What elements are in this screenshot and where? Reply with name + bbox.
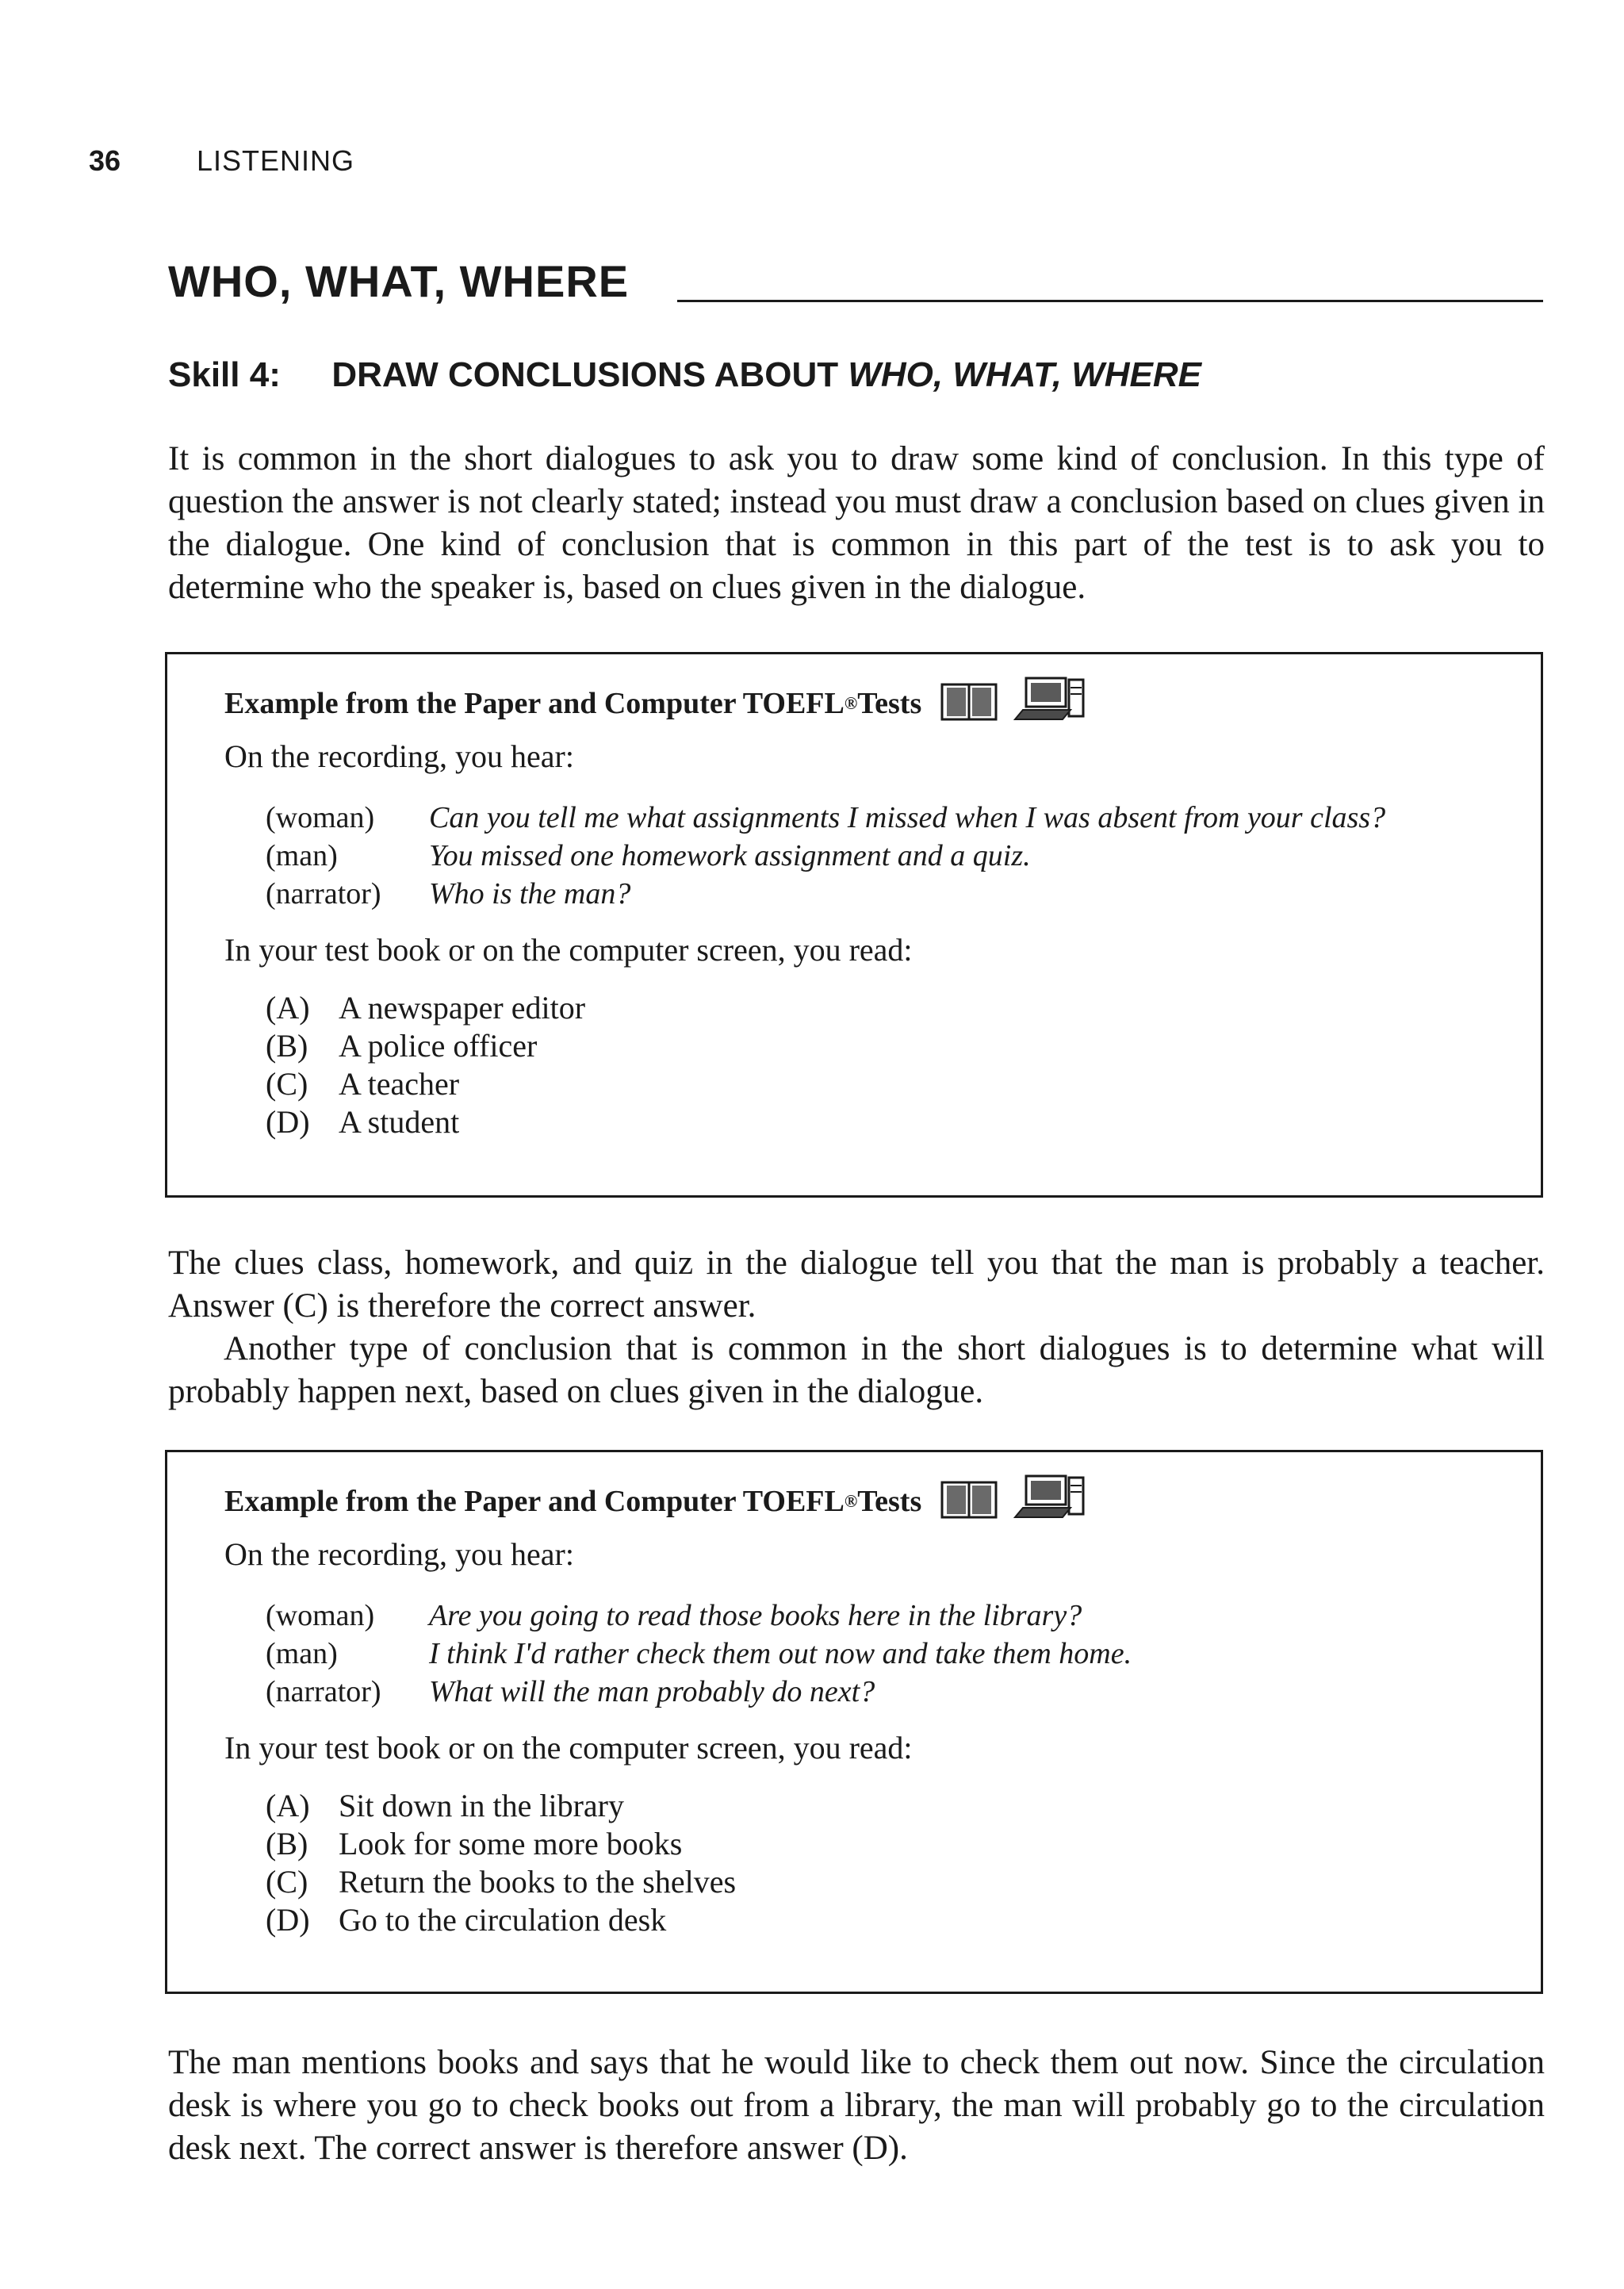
- dialogue-row: [266, 1673, 1493, 1711]
- utterance: You missed one homework assignment and a quiz.: [429, 839, 1031, 872]
- choice: [266, 1825, 1493, 1863]
- choice-text: A newspaper editor: [339, 990, 586, 1026]
- choice: [266, 1901, 1493, 1939]
- speaker: (woman): [266, 1599, 375, 1632]
- registered-mark: ®: [844, 1491, 858, 1511]
- speaker: (woman): [266, 801, 375, 834]
- speaker: (narrator): [266, 877, 381, 911]
- example-box-1: [165, 652, 1543, 1198]
- open-book-icon: [940, 1478, 998, 1528]
- example-title-text: Example from the Paper and Computer TOEFL: [224, 687, 845, 720]
- read-label: In your test book or on the computer screen, you read:: [224, 1730, 913, 1766]
- utterance: Can you tell me what assignments I missed when I was absent from your class?: [429, 801, 1386, 834]
- section-title: WHO, WHAT, WHERE: [168, 256, 630, 306]
- choice-text: A police officer: [339, 1028, 538, 1064]
- choice-text: Go to the circulation desk: [339, 1902, 667, 1938]
- example-title-end: Tests: [857, 687, 922, 720]
- choice-text: A teacher: [339, 1066, 460, 1102]
- skill-heading: [168, 355, 1201, 395]
- running-head: LISTENING: [197, 144, 355, 177]
- explanation-paragraph-2: [168, 2042, 1545, 2170]
- dialogue-row: [266, 837, 1493, 875]
- skill-label: Skill 4:: [168, 355, 281, 394]
- registered-mark: ®: [844, 693, 858, 713]
- choice-letter: (A): [266, 1788, 310, 1823]
- read-label: In your test book or on the computer screen, you read:: [224, 932, 913, 968]
- open-book-icon: [940, 680, 998, 730]
- choice: [266, 1103, 1493, 1141]
- skill-title: DRAW CONCLUSIONS ABOUT: [331, 355, 848, 394]
- utterance: I think I'd rather check them out now and take them home.: [429, 1637, 1132, 1670]
- skill-title-italic: WHO, WHAT, WHERE: [848, 355, 1201, 394]
- example-title-text: Example from the Paper and Computer TOEFL: [224, 1485, 845, 1518]
- choice-letter: (A): [266, 990, 310, 1026]
- choice-letter: (D): [266, 1902, 310, 1938]
- choice: [266, 1863, 1493, 1901]
- choice-letter: (C): [266, 1066, 308, 1102]
- speaker: (man): [266, 1637, 338, 1670]
- answer-choices: [266, 1787, 1493, 1939]
- dialogue: [266, 1597, 1493, 1711]
- choice-letter: (B): [266, 1028, 308, 1064]
- hear-label: On the recording, you hear:: [224, 1536, 574, 1572]
- explanation-text: The man mentions books and says that he would like to check them out now. Since the circulation desk is where you go to check books out from a library, the man will probably go to the circulation desk next. The correct answer is therefore answer (D).: [168, 2044, 1545, 2167]
- example-box-2: [165, 1450, 1543, 1994]
- utterance: What will the man probably do next?: [429, 1675, 875, 1708]
- dialogue-row: [266, 1597, 1493, 1635]
- speaker: (man): [266, 839, 338, 872]
- dialogue: [266, 799, 1493, 913]
- choice-text: Return the books to the shelves: [339, 1864, 737, 1900]
- choice: [266, 1027, 1493, 1065]
- transition-text: Another type of conclusion that is common in the short dialogues is to determine what will probably happen next, based on clues given in the dialogue.: [168, 1330, 1545, 1410]
- utterance: Who is the man?: [429, 877, 631, 911]
- choice-text: A student: [339, 1104, 460, 1140]
- intro-paragraph: [168, 438, 1545, 609]
- example-title: [224, 677, 1493, 730]
- intro-text: It is common in the short dialogues to ask you to draw some kind of conclusion. In this type of question the answer is not clearly stated; instead you must draw a conclusion based on clues given in the dialogue. One kind of conclusion that is common in this part of the test is to ask you to determine who the speaker is, based on clues given in the dialogue.: [168, 440, 1545, 606]
- explanation-text: The clues class, homework, and quiz in the dialogue tell you that the man is probably a teacher. Answer (C) is therefore the correct answer.: [168, 1244, 1545, 1325]
- example-title-end: Tests: [857, 1485, 922, 1518]
- computer-icon: [1012, 1474, 1088, 1528]
- choice-text: Sit down in the library: [339, 1788, 624, 1823]
- utterance: Are you going to read those books here in the library?: [429, 1599, 1082, 1632]
- computer-icon: [1012, 677, 1088, 730]
- example-title: [224, 1474, 1493, 1528]
- section-rule: [677, 300, 1543, 302]
- dialogue-row: [266, 875, 1493, 913]
- choice-text: Look for some more books: [339, 1826, 683, 1861]
- choice: [266, 1787, 1493, 1825]
- choice-letter: (B): [266, 1826, 308, 1861]
- page-number: 36: [89, 144, 121, 177]
- choice: [266, 989, 1493, 1027]
- choice-letter: (C): [266, 1864, 308, 1900]
- choice: [266, 1065, 1493, 1103]
- answer-choices: [266, 989, 1493, 1141]
- choice-letter: (D): [266, 1104, 310, 1140]
- dialogue-row: [266, 1635, 1493, 1673]
- explanation-paragraph-1: [168, 1242, 1545, 1413]
- speaker: (narrator): [266, 1675, 381, 1708]
- dialogue-row: [266, 799, 1493, 837]
- hear-label: On the recording, you hear:: [224, 738, 574, 774]
